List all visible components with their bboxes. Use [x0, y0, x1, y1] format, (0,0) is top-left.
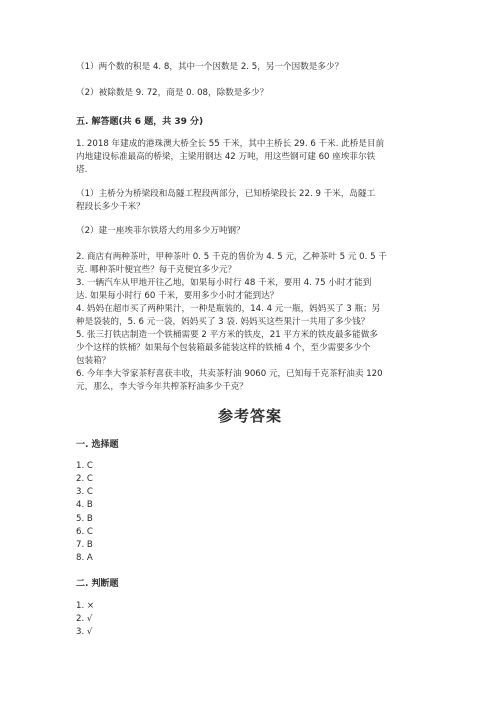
choice-section-heading: 一. 选择题	[76, 440, 119, 450]
problem-5-line-1: 5. 张三打铁店制造一个铁桶需要 2 平方米的铁皮，21 平方米的铁皮最多能做多	[76, 330, 378, 340]
problem-1-sub-2: （2）建一座埃菲尔铁塔大约用多少万吨钢？	[76, 226, 245, 236]
choice-answer: 2. C	[76, 474, 93, 484]
choice-answer: 1. C	[76, 461, 93, 471]
question-2: （2）被除数是 9. 72，商是 0. 08，除数是多少？	[76, 88, 269, 98]
problem-5-line-3: 包装箱？	[76, 356, 111, 366]
judge-answer: 2. √	[76, 614, 93, 624]
problem-1-line-3: 塔.	[76, 165, 88, 175]
problem-1-sub-1-line-1: （1）主桥分为桥梁段和岛隧工程段两部分，已知桥梁段长 22. 9 千米，岛隧工	[76, 189, 376, 199]
problem-1-sub-1-line-2: 程段长多少千米？	[76, 202, 145, 212]
problem-1-line-1: 1. 2018 年建成的港珠澳大桥全长 55 千米，其中主桥长 29. 6 千米. 此桥是目前	[76, 139, 385, 149]
problem-2-line-2: 克. 哪种茶叶便宜些？每千克便宜多少元？	[76, 265, 237, 275]
problem-4-line-1: 4. 妈妈在超市买了两种果汁，一种是瓶装的，14. 4 元一瓶，妈妈买了 3 瓶；另	[76, 304, 381, 314]
question-1: （1）两个数的积是 4. 8，其中一个因数是 2. 5，另一个因数是多少？	[76, 62, 344, 72]
problem-6-line-2: 元，那么，李大爷今年共榨茶籽油多少千克？	[76, 382, 248, 392]
choice-answer: 3. C	[76, 487, 93, 497]
judge-answer: 1. ×	[76, 601, 95, 611]
choice-answer: 6. C	[76, 527, 93, 537]
problem-6-line-1: 6. 今年李大爷家茶籽喜获丰收，共卖茶籽油 9060 元，已知每千克茶籽油卖 120	[76, 369, 383, 379]
problem-5-line-2: 少个这样的铁桶？如果每个包装箱最多能装这样的铁桶 4 个，至少需要多少个	[76, 343, 371, 353]
judge-section-heading: 二. 判断题	[76, 579, 119, 589]
problem-2-line-1: 2. 商店有两种茶叶，甲种茶叶 0. 5 千克的售价为 4. 5 元，乙种茶叶 5 元 0. 5 千	[76, 252, 387, 262]
choice-answer: 8. A	[76, 553, 93, 563]
answer-key-title: 参考答案	[217, 407, 282, 425]
choice-answer: 5. B	[76, 514, 93, 524]
choice-answer: 7. B	[76, 540, 93, 550]
problem-3-line-1: 3. 一辆汽车从甲地开往乙地，如果每小时行 48 千米，要用 4. 75 小时才能到	[76, 278, 372, 288]
problem-4-line-2: 种是袋装的，5. 6 元一袋，妈妈买了 3 袋. 妈妈买这些果汁一共用了多少钱？	[76, 317, 370, 327]
section-5-heading: 五. 解答题(共 6 题，共 39 分)	[76, 117, 204, 127]
choice-answer: 4. B	[76, 500, 93, 510]
problem-3-line-2: 达. 如果每小时行 60 千米，要用多少小时才能到达？	[76, 291, 279, 301]
problem-1-line-2: 内地建设标准最高的桥梁，主梁用钢达 42 万吨，用这些钢可建 60 座埃菲尔铁	[76, 152, 376, 162]
judge-answer: 3. √	[76, 627, 93, 637]
